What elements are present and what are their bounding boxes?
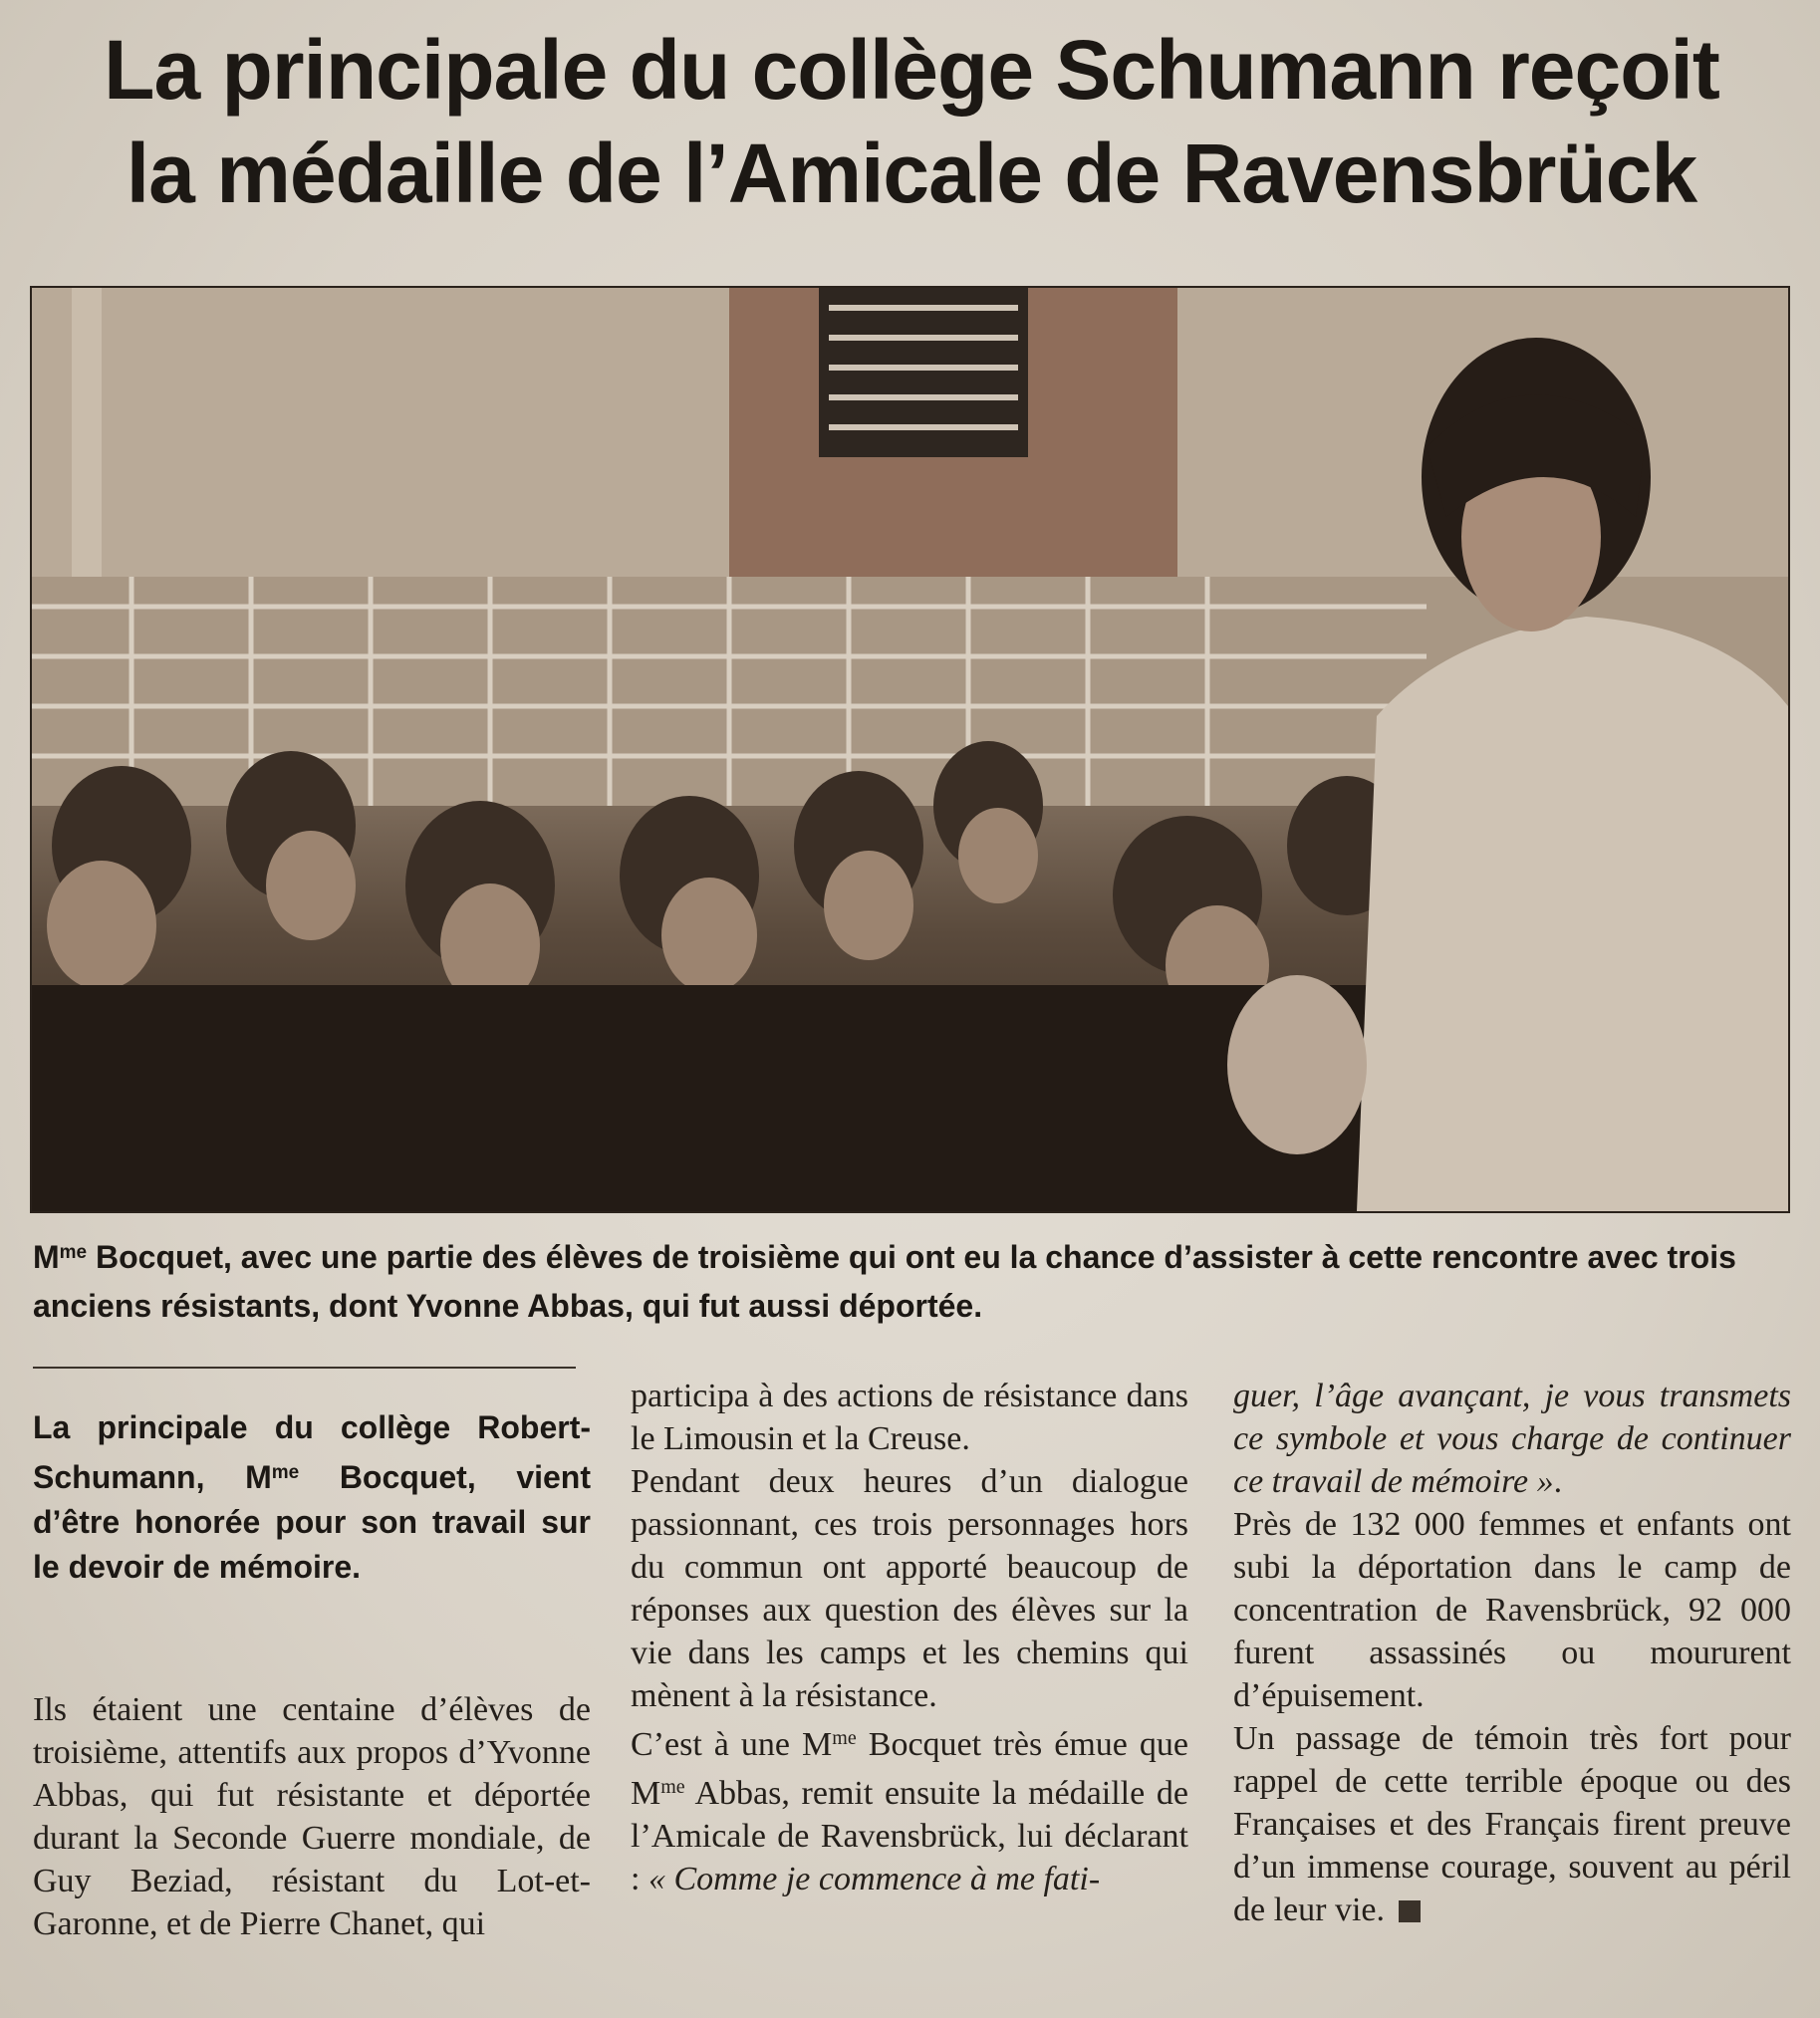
paragraph-5	[1233, 1717, 1791, 1931]
p3-end: .	[1553, 1463, 1563, 1500]
article-lead	[33, 1405, 591, 1590]
divider-rule	[33, 1367, 576, 1369]
article-photo	[30, 286, 1790, 1213]
headline-line-2: la médaille de l’Amicale de Ravensbrück	[126, 126, 1697, 220]
headline-line-1: La principale du collège Schumann reçoit	[104, 23, 1719, 117]
p3-superscript-1: me	[832, 1727, 857, 1749]
photo-caption	[33, 1228, 1786, 1331]
paragraph-3-part-2	[1233, 1375, 1791, 1503]
paragraph-2: Pendant deux heures d’un dialogue passionnant, ces trois personnages hors du commun ont apporté beaucoup de réponses aux question des élèves sur la vie dans les camps et les chemins qui mènent à la résistance.	[631, 1463, 1188, 1714]
caption-prefix: M	[33, 1239, 60, 1275]
p3-text-b: Bocquet très émue que M	[631, 1726, 1188, 1812]
article-headline	[30, 18, 1793, 225]
lead-text-1: La principale du collège Robert-Schumann, M	[33, 1409, 591, 1495]
lead-text-2: Bocquet, vient d’être honorée pour son travail sur le devoir de mémoire.	[33, 1459, 591, 1585]
p3-superscript-2: me	[660, 1776, 685, 1798]
p3-text-a: C’est à une M	[631, 1726, 833, 1763]
photo-illustration	[32, 288, 1788, 1211]
p3-quote-end: guer, l’âge avançant, je vous transmets ce symbole et vous charge de continuer ce travail de mémoire »	[1233, 1378, 1791, 1500]
p3-quote-start: « Comme je commence à me fati-	[648, 1861, 1101, 1897]
p3-text-c: Abbas, remit ensuite la médaille de l’Amicale de Ravensbrück, lui déclarant :	[631, 1775, 1188, 1897]
caption-superscript: me	[59, 1242, 88, 1263]
p5-text: Un passage de témoin très fort pour rappel de cette terrible époque ou des Françaises et des Français firent preuve d’un immense courage, souvent au péril de leur vie.	[1233, 1720, 1791, 1928]
paragraph-3-part-1	[631, 1717, 1188, 1900]
end-of-article-square-icon	[1399, 1900, 1421, 1922]
caption-text: Bocquet, avec une partie des élèves de troisième qui ont eu la chance d’assister à cette rencontre avec trois anciens résistants, dont Yvonne Abbas, qui fut aussi déportée.	[33, 1239, 1736, 1324]
paragraph-1-part-2: participa à des actions de résistance dans le Limousin et la Creuse.	[631, 1378, 1188, 1457]
article-column-2	[631, 1375, 1188, 1900]
article-column-1	[33, 1688, 591, 1945]
lead-superscript: me	[271, 1462, 300, 1483]
article-column-3	[1233, 1375, 1791, 1931]
paragraph-1-part-1: Ils étaient une centaine d’élèves de troisième, attentifs aux propos d’Yvonne Abbas, qui fut résistante et déportée durant la Seconde Guerre mondiale, de Guy Beziad, résistant du Lot-et-Garonne, et de Pierre Chanet, qui	[33, 1691, 591, 1942]
paragraph-4: Près de 132 000 femmes et enfants ont subi la déportation dans le camp de concentration de Ravensbrück, 92 000 furent assassinés ou moururent d’épuisement.	[1233, 1506, 1791, 1714]
